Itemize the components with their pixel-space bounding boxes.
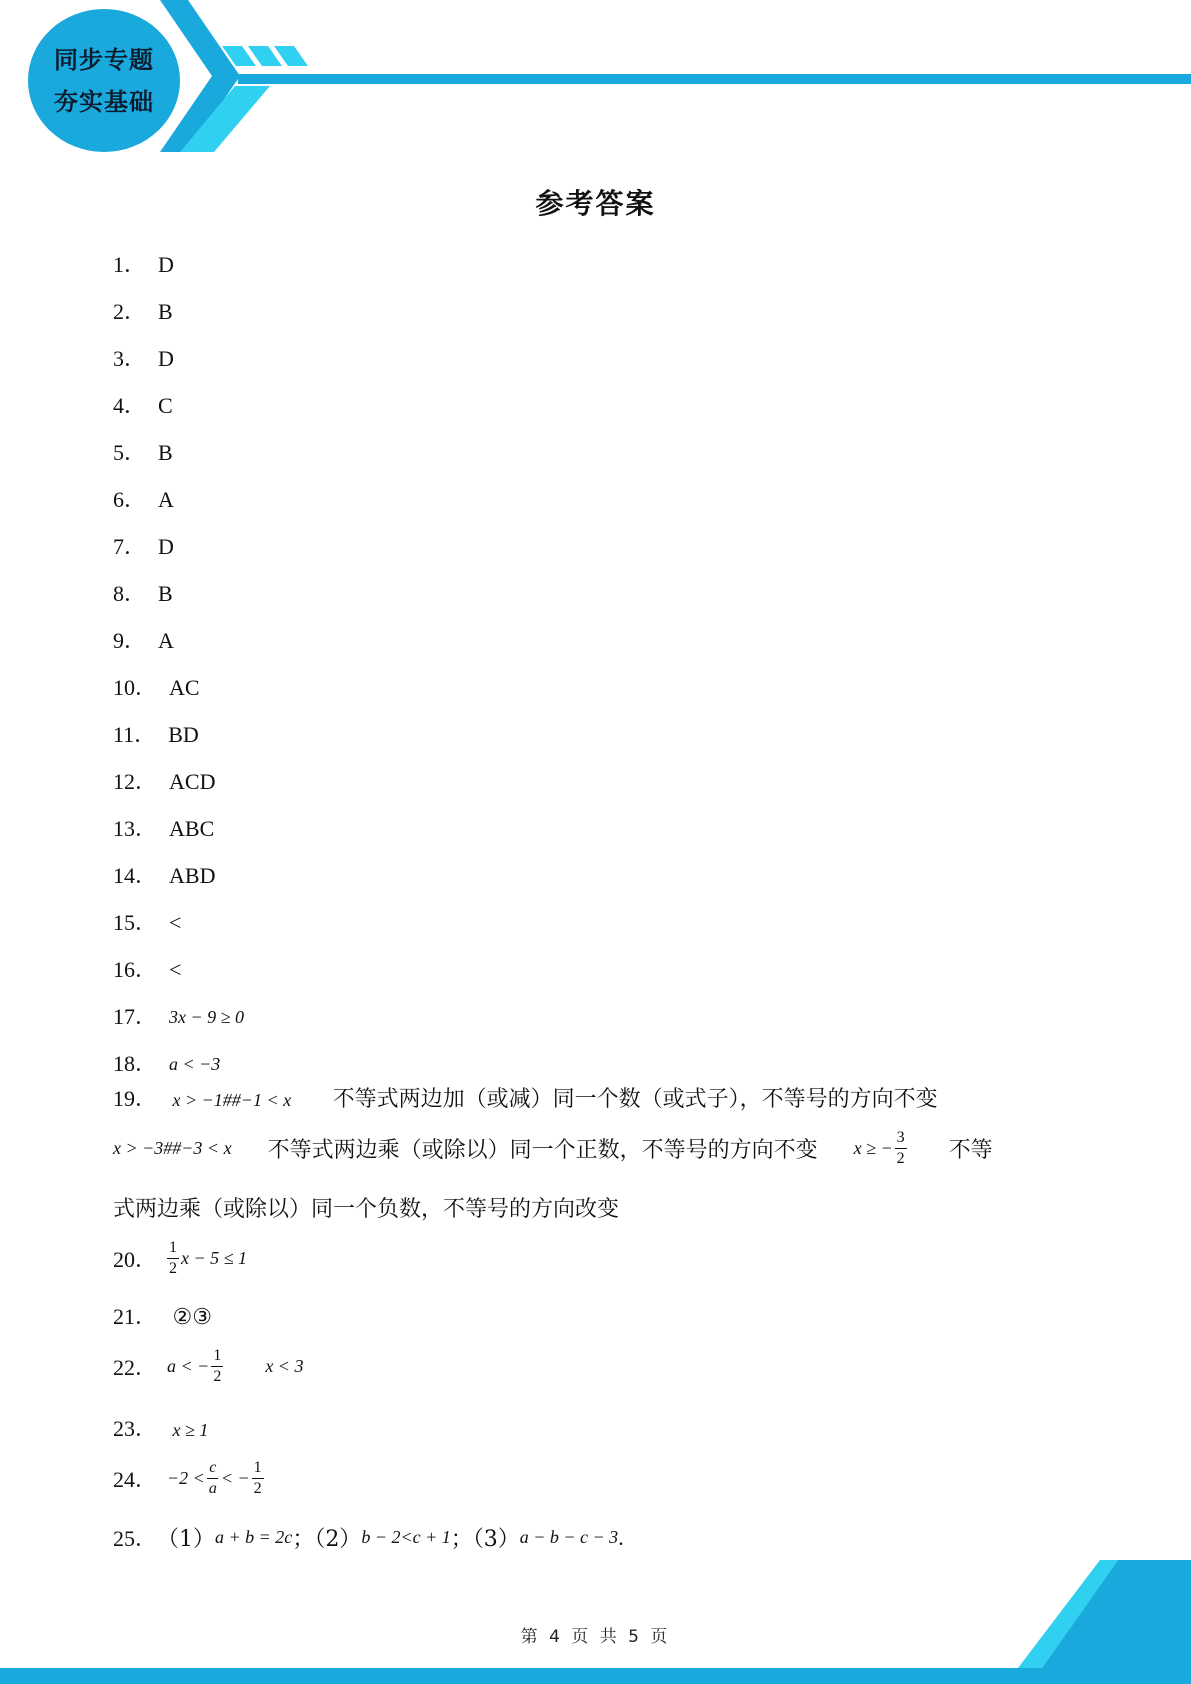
answer-explanation: 不等式两边乘（或除以）同一个正数，不等号的方向不变 [267,1138,818,1163]
answer-row [113,476,1093,523]
fraction-denominator: 2 [213,1368,222,1385]
answer-row [113,805,1093,852]
answer-number: 21． [113,1304,158,1329]
fraction-denominator: a [208,1480,217,1497]
answer-number: 8． [113,580,147,606]
answer-math: a − b − c − 3 [519,1527,619,1547]
answer-row [113,711,1093,758]
answer-math: x ≥ − [853,1138,893,1158]
answer-text: B [158,439,173,465]
fraction-numerator: 3 [895,1128,907,1149]
answer-text: A [158,627,174,653]
answer-text: D [158,251,174,277]
answer-text: AC [169,674,200,700]
answer-text: ②③ [172,1304,212,1329]
answer-math: a + b = 2c [215,1527,293,1547]
answer-math: 3x − 9 ≥ 0 [169,1006,245,1027]
answer-row [113,617,1093,664]
answer-row [113,1412,1093,1443]
answer-number: 16． [113,956,158,982]
answer-end-mark: . [618,1524,624,1550]
answer-explanation: 不等式两边加（或减）同一个数（或式子），不等号的方向不变 [332,1087,938,1112]
answer-number: 22． [113,1355,158,1380]
answer-explanation: 不等 [948,1138,993,1163]
answer-number: 3． [113,345,147,371]
answer-text: < [169,956,182,982]
header-badge [28,9,180,152]
answer-19-line-1 [113,1082,1093,1113]
answer-number: 12． [113,768,158,794]
answer-part-label: ；（3） [450,1527,520,1552]
answer-math: x < 3 [265,1356,304,1376]
answer-number: 13． [113,815,158,841]
answer-text: A [158,486,174,512]
answer-math: x > −1##−1 < x [172,1090,292,1110]
answer-part-label: （1） [157,1527,216,1552]
answer-row [113,946,1093,993]
answer-row [113,523,1093,570]
fraction-numerator: c [207,1458,218,1479]
fraction [167,1238,179,1279]
answer-row [113,429,1093,476]
answer-number: 25． [113,1526,158,1551]
answer-part-label: ；（2） [292,1527,362,1552]
answer-row [113,335,1093,382]
answer-row [113,288,1093,335]
answer-19-line-3 [113,1192,1093,1223]
answer-row [113,1040,1093,1087]
answer-text: ACD [169,768,216,794]
answer-math: a < − [167,1356,210,1376]
answer-number: 5． [113,439,147,465]
answer-text: BD [168,721,199,747]
answer-math: x > −3##−3 < x [113,1138,232,1158]
answer-math: x − 5 ≤ 1 [181,1248,248,1268]
fraction [252,1458,264,1499]
badge-line-2: 夯实基础 [54,87,154,116]
fraction-numerator: 1 [252,1458,264,1479]
fraction-denominator: 2 [896,1150,905,1167]
answer-text: B [158,298,173,324]
page-title: 参考答案 [535,187,656,220]
answer-row [113,993,1093,1040]
answer-text: B [158,580,173,606]
fraction [211,1346,223,1387]
answer-row [113,664,1093,711]
banner-line [238,74,1191,84]
answer-number: 7． [113,533,147,559]
answer-number: 4． [113,392,147,418]
answer-row [113,241,1093,288]
badge-line-1: 同步专题 [54,45,154,74]
fraction-denominator: 2 [253,1480,262,1497]
answer-text: ABC [169,815,215,841]
fraction [895,1128,907,1169]
answer-number: 9． [113,627,147,653]
answer-number: 6． [113,486,147,512]
answer-text: < [169,909,182,935]
answer-number: 14． [113,862,158,888]
answer-19-line-2 [113,1128,1093,1169]
answer-number: 10． [113,674,158,700]
answer-text: D [158,345,174,371]
fraction-denominator: 2 [169,1260,178,1277]
answer-text: C [158,392,173,418]
fraction-numerator: 1 [211,1346,223,1367]
answer-row [113,570,1093,617]
answer-number: 1． [113,251,147,277]
answer-list [113,241,1093,1087]
answer-row [113,382,1093,429]
answer-number: 23． [113,1416,158,1441]
answer-row [113,1522,1093,1553]
footer-line [0,1668,1191,1684]
answer-row [113,1238,1093,1279]
answer-number: 18． [113,1050,158,1076]
answer-number: 11． [113,721,157,747]
answer-row [113,1458,1093,1499]
answer-math: a < −3 [169,1053,221,1074]
answer-number: 24． [113,1467,158,1492]
fraction-numerator: 1 [167,1238,179,1259]
answer-number: 17． [113,1003,158,1029]
answer-row [113,1346,1093,1387]
answer-number: 15． [113,909,158,935]
answer-math: b − 2<c + 1 [361,1527,451,1547]
answer-row [113,852,1093,899]
answer-math: −2 < [167,1468,205,1488]
answer-number: 20． [113,1247,158,1272]
answer-text: ABD [169,862,216,888]
answer-row [113,758,1093,805]
answer-math: x ≥ 1 [172,1420,209,1440]
answer-math: < − [220,1468,250,1488]
page-number: 第 4 页 共 5 页 [520,1627,671,1647]
answer-row [113,899,1093,946]
answer-number: 2． [113,298,147,324]
answer-number: 19． [113,1086,158,1111]
answer-text: D [158,533,174,559]
fraction [207,1458,219,1499]
answer-row [113,1300,1093,1331]
answer-explanation: 式两边乘（或除以）同一个负数，不等号的方向改变 [113,1197,620,1222]
